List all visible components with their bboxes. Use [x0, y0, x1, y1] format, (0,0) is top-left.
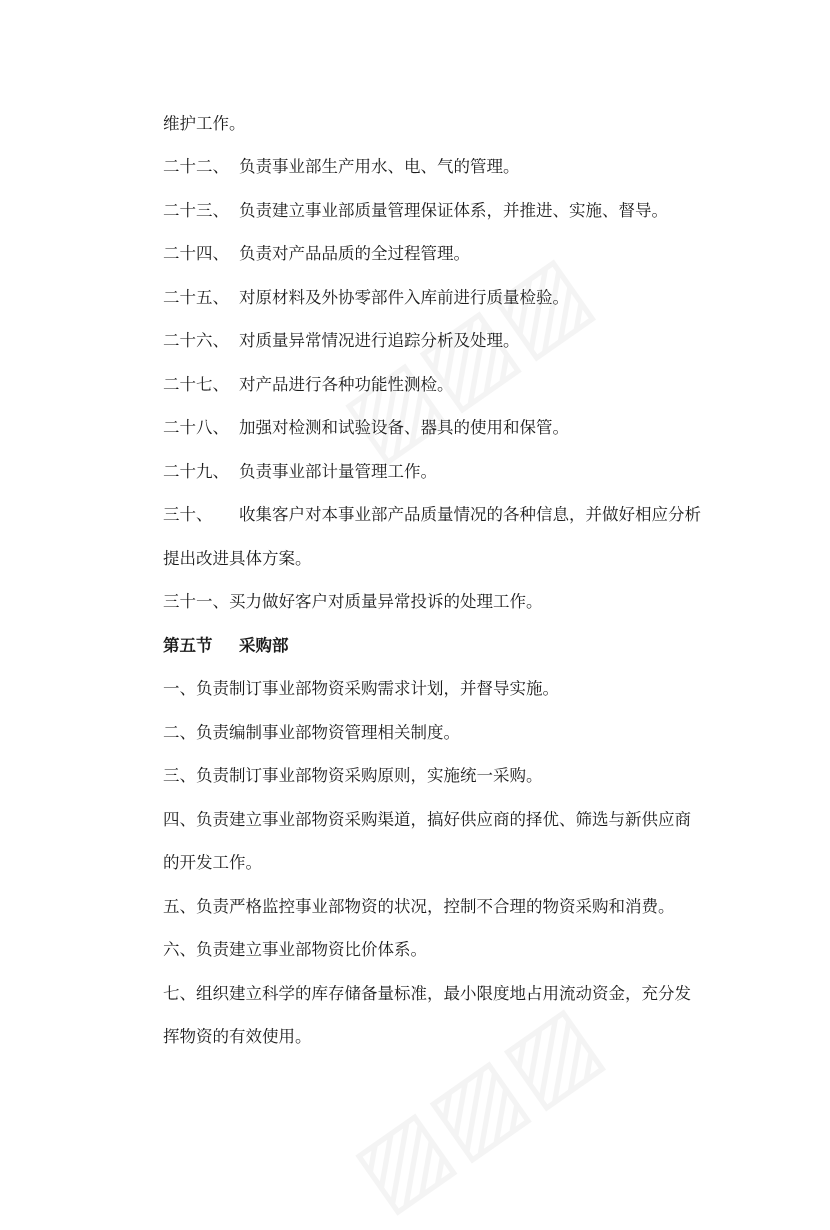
section-heading — [163, 634, 723, 658]
item-text: 负责对产品品质的全过程管理。 — [239, 244, 470, 263]
list-item — [163, 416, 723, 440]
item-number: 二十五、 — [163, 288, 229, 307]
item-text: 负责事业部计量管理工作。 — [239, 462, 437, 481]
list-item — [163, 938, 723, 962]
list-item — [163, 677, 723, 701]
list-item — [163, 982, 723, 1006]
line-text: 的开发工作。 — [163, 853, 262, 872]
list-item — [163, 895, 723, 919]
list-item — [163, 721, 723, 745]
item-text: 四、负责建立事业部物资采购渠道，搞好供应商的择优、筛选与新供应商 — [163, 810, 691, 829]
item-text: 一、负责制订事业部物资采购需求计划，并督导实施。 — [163, 679, 559, 698]
item-number: 二十四、 — [163, 244, 229, 263]
line-text: 提出改进具体方案。 — [163, 549, 312, 568]
item-text: 对质量异常情况进行追踪分析及处理。 — [239, 331, 520, 350]
item-number: 二十三、 — [163, 201, 229, 220]
item-number: 三十、 — [163, 505, 213, 524]
list-item — [163, 199, 723, 223]
item-text: 加强对检测和试验设备、器具的使用和保管。 — [239, 418, 569, 437]
item-number: 二十九、 — [163, 462, 229, 481]
item-number: 二十二、 — [163, 157, 229, 176]
list-item — [163, 808, 723, 832]
item-text: 对产品进行各种功能性测检。 — [239, 375, 454, 394]
list-item — [163, 155, 723, 179]
item-number: 二十七、 — [163, 375, 229, 394]
section-number: 第五节 — [163, 636, 213, 655]
item-number: 二十六、 — [163, 331, 229, 350]
item-number: 二十八、 — [163, 418, 229, 437]
watermark-mark — [332, 982, 619, 1230]
item-text: 三十一、买力做好客户对质量异常投诉的处理工作。 — [163, 592, 543, 611]
list-item — [163, 329, 723, 353]
item-text: 收集客户对本事业部产品质量情况的各种信息，并做好相应分析 — [239, 505, 701, 524]
item-text: 负责建立事业部质量管理保证体系，并推进、实施、督导。 — [239, 201, 668, 220]
item-text: 七、组织建立科学的库存储备量标准，最小限度地占用流动资金，充分发 — [163, 984, 691, 1003]
text-line — [163, 1025, 723, 1049]
item-text: 二、负责编制事业部物资管理相关制度。 — [163, 723, 460, 742]
list-item — [163, 242, 723, 266]
text-line — [163, 547, 723, 571]
text-line — [163, 851, 723, 875]
line-text: 挥物资的有效使用。 — [163, 1027, 312, 1046]
item-text: 三、负责制订事业部物资采购原则，实施统一采购。 — [163, 766, 543, 785]
list-item — [163, 373, 723, 397]
item-text: 六、负责建立事业部物资比价体系。 — [163, 940, 427, 959]
text-line — [163, 112, 723, 136]
list-item — [163, 764, 723, 788]
section-title: 采购部 — [239, 636, 289, 655]
item-text: 五、负责严格监控事业部物资的状况，控制不合理的物资采购和消费。 — [163, 897, 675, 916]
list-item — [163, 286, 723, 310]
item-text: 负责事业部生产用水、电、气的管理。 — [239, 157, 520, 176]
list-item — [163, 460, 723, 484]
list-item — [163, 590, 723, 614]
line-text: 维护工作。 — [163, 114, 246, 133]
list-item — [163, 503, 723, 527]
watermark-mark — [322, 232, 609, 480]
item-text: 对原材料及外协零部件入库前进行质量检验。 — [239, 288, 569, 307]
